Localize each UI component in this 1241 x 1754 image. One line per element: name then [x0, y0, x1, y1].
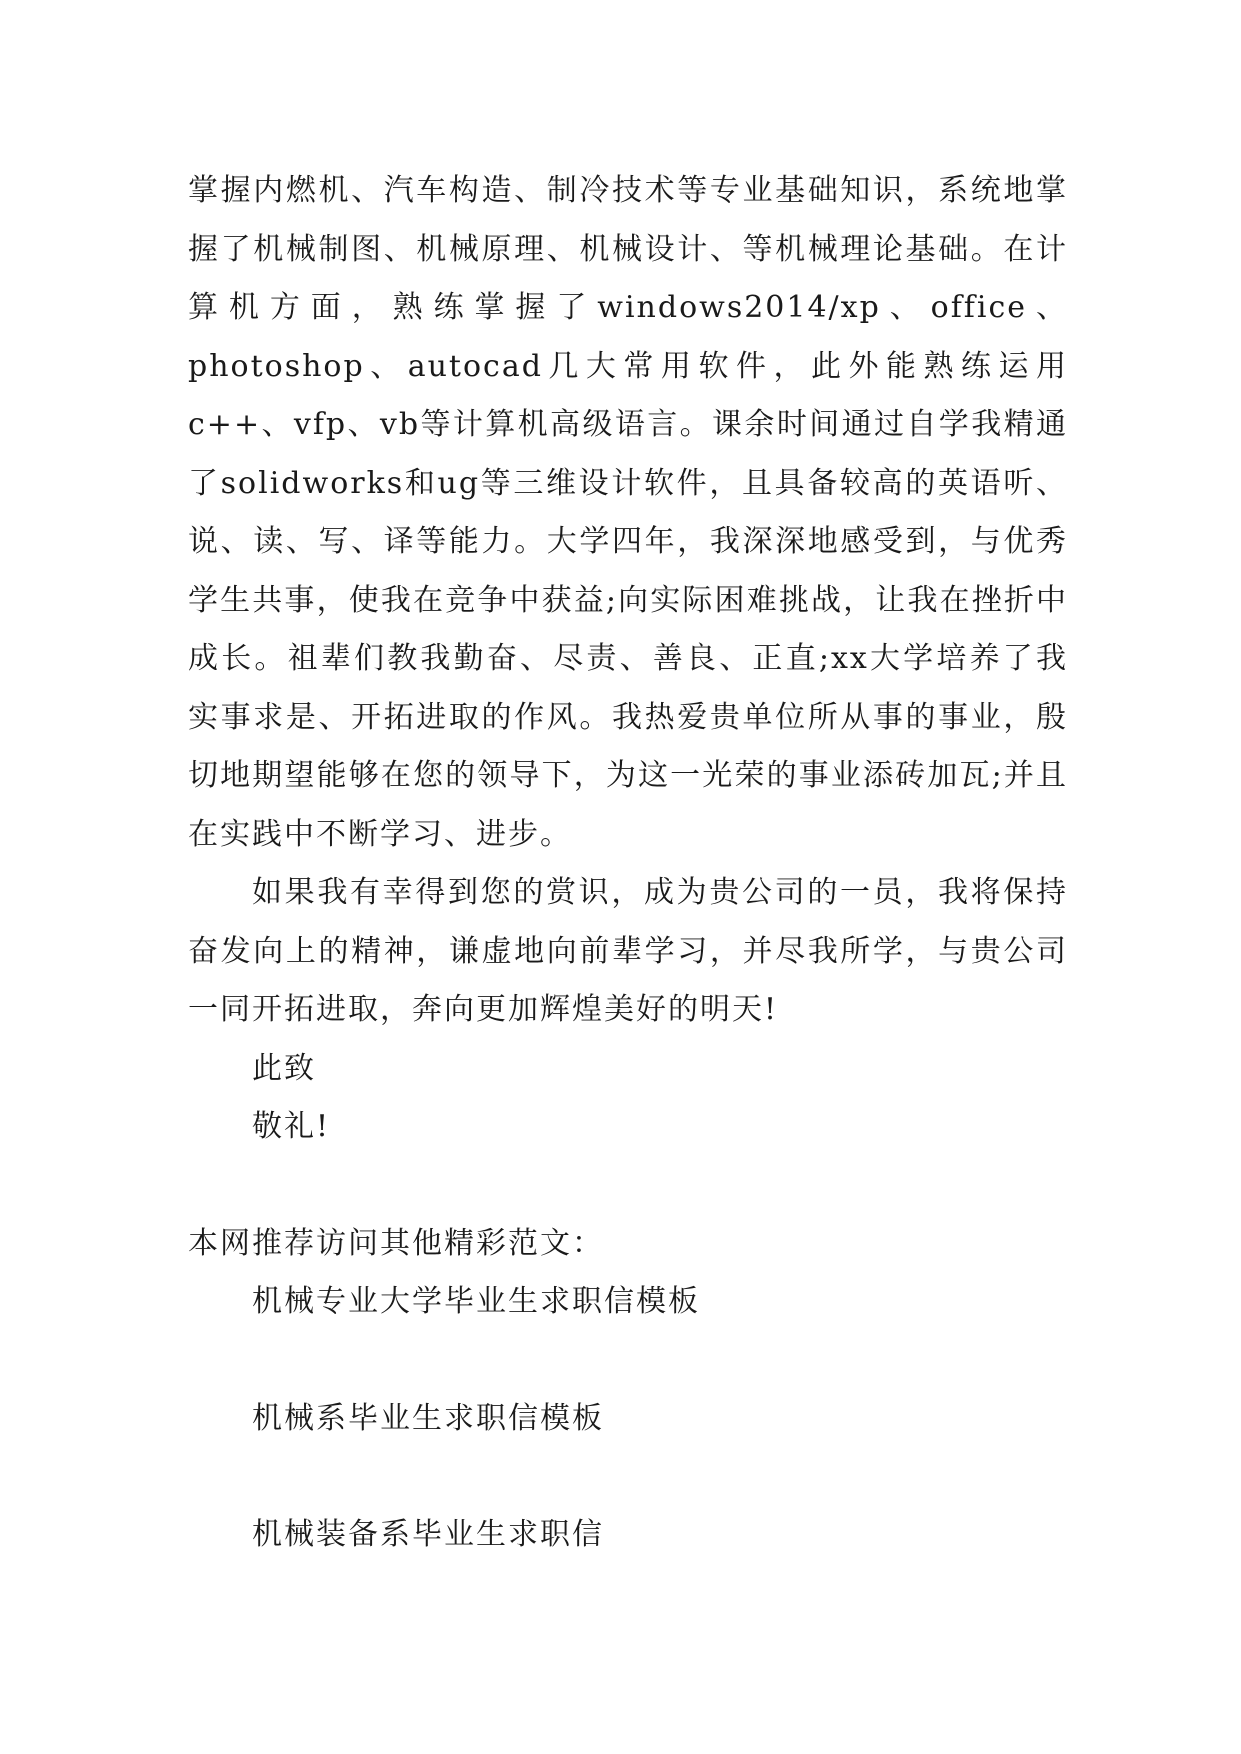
letter-salutation-cizhi: 此致	[252, 1050, 316, 1086]
recommendations-list	[188, 1273, 1068, 1565]
letter-paragraph-closing-wish: 如果我有幸得到您的赏识，成为贵公司的一员，我将保持奋发向上的精神，谦虚地向前辈学习，并尽我所学，与贵公司一同开拓进取，奔向更加辉煌美好的明天!	[188, 875, 1068, 1027]
letter-salutation-jingli: 敬礼!	[252, 1109, 331, 1144]
recommendation-link-2[interactable]: 机械系毕业生求职信模板	[252, 1400, 604, 1436]
recommendation-link-3[interactable]: 机械装备系毕业生求职信	[252, 1517, 604, 1552]
recommendation-link-1[interactable]: 机械专业大学毕业生求职信模板	[252, 1284, 700, 1319]
recommendations-heading: 本网推荐访问其他精彩范文：	[188, 1225, 604, 1261]
letter-paragraph-skills: 掌握内燃机、汽车构造、制冷技术等专业基础知识，系统地掌握了机械制图、机械原理、机械设计、等机械理论基础。在计算机方面，熟练掌握了windows2014/xp、office、photoshop、autocad几大常用软件，此外能熟练运用c++、vfp、vb等计算机高级语言。课余时间通过自学我精通了solidworks和ug等三维设计软件，且具备较高的英语听、说、读、写、译等能力。大学四年，我深深地感受到，与优秀学生共事，使我在竞争中获益;向实际困难挑战，让我在挫折中成长。祖辈们教我勤奋、尽责、善良、正直;xx大学培养了我实事求是、开拓进取的作风。我热爱贵单位所从事的事业，殷切地期望能够在您的领导下，为这一光荣的事业添砖加瓦;并且在实践中不断学习、进步。	[188, 173, 1068, 852]
document-content	[188, 162, 1068, 1565]
